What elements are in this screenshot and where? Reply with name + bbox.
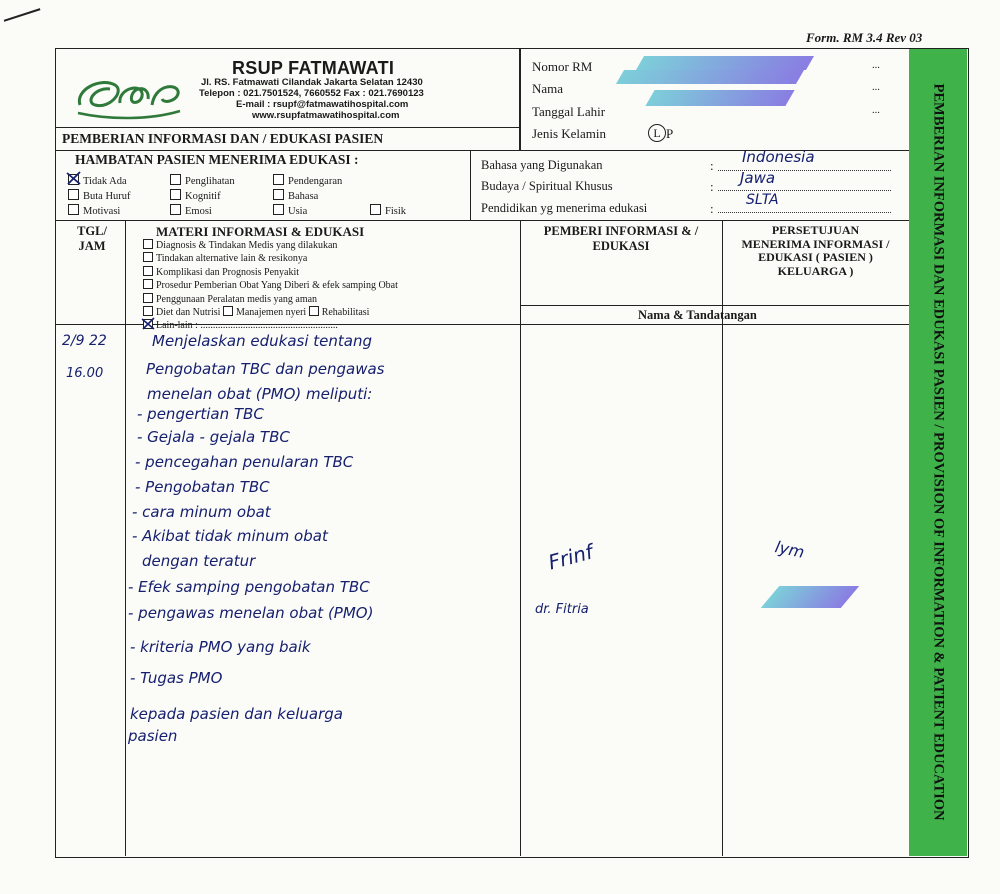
col-pemberi-header: PEMBERI INFORMASI & / EDUKASI [543,224,699,253]
materi-item[interactable] [143,252,398,265]
barrier-buta-huruf[interactable] [68,189,131,202]
checkbox-buta-huruf[interactable] [68,189,79,200]
bahasa-value: Indonesia [742,148,815,166]
hospital-logo [70,65,185,123]
colon-3: : [710,201,714,216]
nama-ttd-rule [521,305,909,306]
materi-label: Prosedur Pemberian Obat Yang Diberi & efek samping Obat [156,280,398,292]
barrier-emosi[interactable] [170,204,212,217]
jk-p: P [666,126,674,141]
barrier-penglihatan[interactable] [170,174,235,187]
scan-mark [4,8,41,21]
materi-label: Tindakan alternative lain & resikonya [156,253,308,265]
barrier-label: Bahasa [288,191,319,202]
hospital-email: E-mail : rsupf@fatmawatihospital.com [236,99,409,110]
checkbox-emosi[interactable] [170,204,181,215]
materi-label: Diagnosis & Tindakan Medis yang dilakukan [156,240,338,251]
title-top-rule [56,127,520,128]
materi-label: Komplikasi dan Prognosis Penyakit [156,266,300,278]
table-top-rule [56,220,909,221]
entry-line: - Akibat tidak minum obat [132,527,328,545]
entry-line: Pengobatan TBC dan pengawas [146,360,385,378]
barrier-label: Penglihatan [185,176,235,187]
tgl-lahir-dots: ... [872,105,880,116]
jk-l-circle: L [648,124,666,142]
materi-diet-label: Diet dan Nutrisi [156,307,221,319]
checkbox-nyeri[interactable] [223,306,233,316]
checkbox-diet[interactable] [143,306,153,316]
barriers-title: HAMBATAN PASIEN MENERIMA EDUKASI : [75,152,359,167]
colon-1: : [710,158,714,173]
budaya-value: Jawa [740,169,776,187]
checkbox-tidak-ada[interactable] [68,174,79,185]
redaction-no-rm [636,56,814,70]
pendidikan-dotline [718,212,891,213]
materi-item[interactable] [143,266,398,279]
checkbox-rehab[interactable] [309,306,319,316]
checkbox-materi[interactable] [143,252,153,262]
no-rm-dots: ... [872,60,880,71]
form-title: PEMBERIAN INFORMASI DAN / EDUKASI PASIEN [62,131,384,146]
barrier-bahasa[interactable] [273,189,318,202]
checkbox-pendengaran[interactable] [273,174,284,185]
entry-line: - pengertian TBC [137,405,264,423]
hospital-address: Jl. RS. Fatmawati Cilandak Jakarta Selatan 12430 [201,77,423,88]
col-persetujuan-header: PERSETUJUAN MENERIMA INFORMASI / EDUKASI ( PASIEN ) KELUARGA ) [741,223,890,278]
checkbox-kognitif[interactable] [170,189,181,200]
header-divider [519,49,521,150]
budaya-label: Budaya / Spiritual Khusus [481,179,613,193]
materi-nyeri-label: Manajemen nyeri [235,307,307,319]
col-materi-header: MATERI INFORMASI & EDUKASI [156,224,365,239]
barrier-usia[interactable] [273,204,307,217]
nama-label: Nama [532,81,564,96]
entry-date: 2/9 22 [62,333,107,349]
barrier-label: Kognitif [185,191,221,202]
nama-ttd-label: Nama & Tandatangan [638,308,757,322]
pendidikan-value: SLTA [746,192,779,208]
barrier-label: Usia [288,206,308,217]
barrier-kognitif[interactable] [170,189,221,202]
entry-line: dengan teratur [142,552,256,570]
redaction-tgl-lahir [645,90,794,106]
receiver-signature: lym [773,537,807,562]
checkbox-materi[interactable] [143,239,153,249]
entry-line: - Efek samping pengobatan TBC [128,578,370,596]
checkbox-penglihatan[interactable] [170,174,181,185]
barrier-fisik[interactable] [370,204,406,217]
materi-lain-label: Lain-lain : ....................................................... [156,320,338,332]
giver-signature: Frinf [545,539,596,575]
barrier-label: Pendengaran [288,176,343,187]
pendidikan-label: Pendidikan yg menerima edukasi [481,201,648,215]
hospital-website: www.rsupfatmawatihospital.com [252,110,400,121]
materi-item-lain[interactable] [143,319,398,332]
barrier-motivasi[interactable] [68,204,120,217]
entry-line: Menjelaskan edukasi tentang [152,332,373,350]
materi-label: Penggunaan Peralatan medis yang aman [156,293,318,305]
barrier-label: Tidak Ada [83,176,127,187]
giver-name: dr. Fitria [535,602,589,617]
entry-line: - pengawas menelan obat (PMO) [128,604,374,622]
entry-line: - Tugas PMO [130,669,223,687]
hospital-phone: Telepon : 021.7501524, 7660552 Fax : 021.7690123 [199,88,424,99]
entry-line: pasien [128,727,178,745]
checkbox-usia[interactable] [273,204,284,215]
bahasa-label: Bahasa yang Digunakan [481,158,603,172]
entry-line: - kriteria PMO yang baik [130,638,311,656]
barrier-tidak-ada[interactable] [68,174,127,187]
col-line-2 [520,221,521,856]
entry-time: 16.00 [66,366,104,381]
col-tgl-header: TGL/ JAM [77,224,107,253]
tgl-lahir-label: Tanggal Lahir [532,104,606,119]
checkbox-materi[interactable] [143,266,153,276]
entry-line: - Gejala - gejala TBC [137,428,290,446]
budaya-dotline [718,190,891,191]
barrier-label: Motivasi [83,206,121,217]
nama-dots: ... [872,82,880,93]
checkbox-materi[interactable] [143,293,153,303]
checkbox-bahasa[interactable] [273,189,284,200]
entry-line: - pencegahan penularan TBC [135,453,354,471]
checkbox-fisik[interactable] [370,204,381,215]
entry-line: - cara minum obat [132,503,271,521]
materi-item[interactable] [143,279,398,292]
barrier-label: Fisik [385,206,407,217]
materi-item[interactable] [143,239,398,252]
barrier-pendengaran[interactable] [273,174,342,187]
redaction-nama [616,70,804,84]
no-rm-label: Nomor RM [532,59,593,74]
materi-list [143,239,398,333]
checkbox-motivasi[interactable] [68,204,79,215]
col-line-1 [125,221,126,856]
hospital-name: RSUP FATMAWATI [232,58,395,78]
side-banner [909,49,967,856]
barrier-label: Emosi [185,206,212,217]
materi-rehab-label: Rehabilitasi [321,307,370,319]
entry-line: menelan obat (PMO) meliputi: [147,385,373,403]
colon-2: : [710,179,714,194]
checkbox-materi[interactable] [143,279,153,289]
materi-item[interactable] [143,293,398,306]
barrier-divider [470,151,471,220]
checkbox-lain-lain[interactable] [143,319,153,329]
form-code: Form. RM 3.4 Rev 03 [806,30,923,45]
entry-line: kepada pasien dan keluarga [130,705,343,723]
barrier-label: Buta Huruf [83,191,131,202]
entry-line: - Pengobatan TBC [135,478,270,496]
side-banner-text: PEMBERIAN INFORMASI DAN EDUKASI PASIEN / PROVISION OF INFORMATION & PATIENT EDUCATION [930,83,947,821]
materi-item-row [143,306,398,319]
jenis-kelamin-label: Jenis Kelamin [532,126,607,141]
